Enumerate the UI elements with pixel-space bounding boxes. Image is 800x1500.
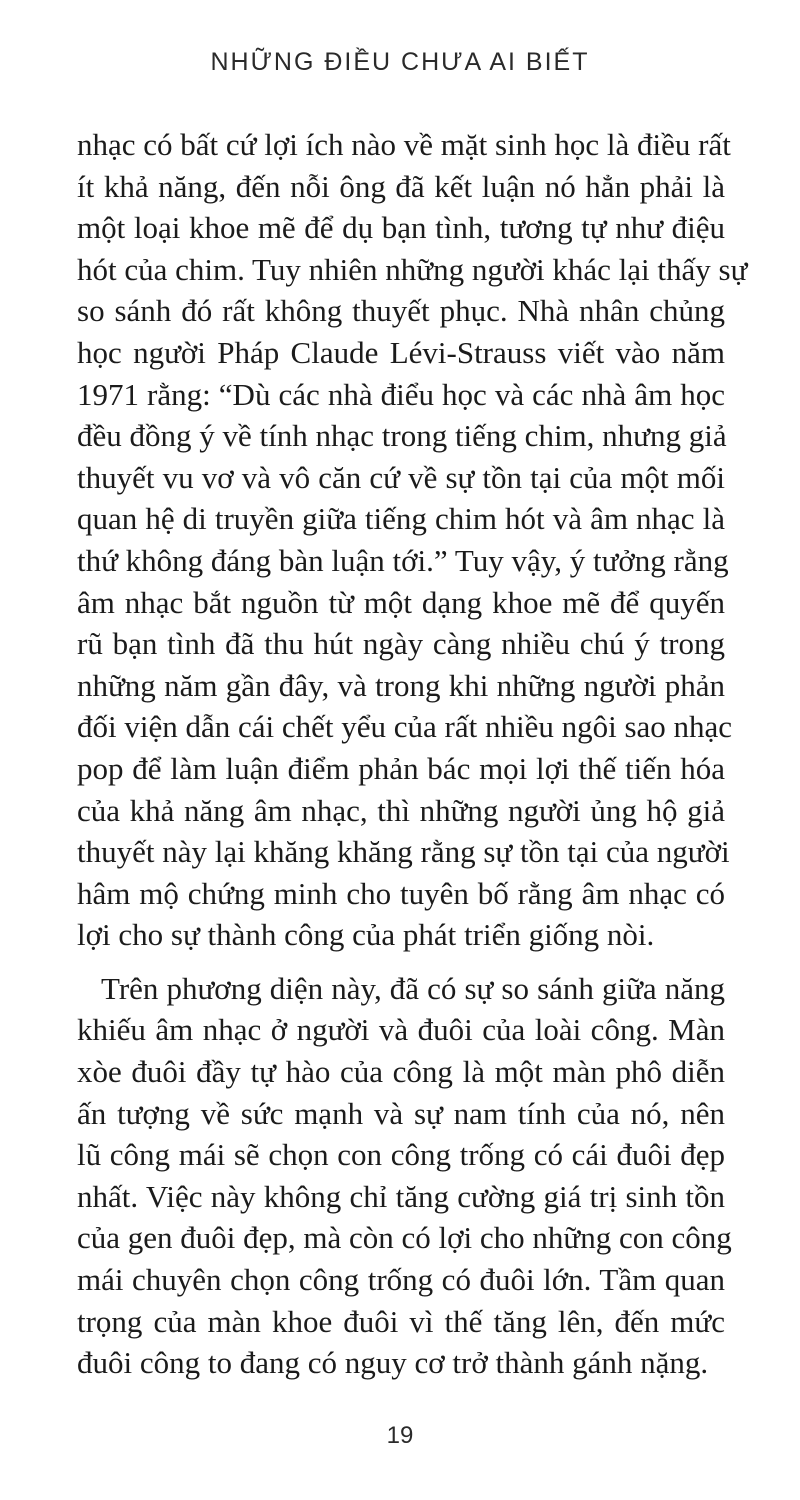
text-line: của gen đuôi đẹp, mà còn có lợi cho những con công: [77, 1220, 732, 1256]
text-line: học người Pháp Claude Lévi-Strauss viết vào năm: [77, 334, 725, 370]
text-line: quan hệ di truyền giữa tiếng chim hót và âm nhạc là: [77, 501, 725, 537]
text-line: đối viện dẫn cái chết yểu của rất nhiều ngôi sao nhạc: [77, 709, 733, 745]
text-line: đuôi công to đang có nguy cơ trở thành gánh nặng.: [77, 1345, 709, 1381]
text-line: một loại khoe mẽ để dụ bạn tình, tương tự như điệu: [77, 210, 725, 246]
text-line: âm nhạc bắt nguồn từ một dạng khoe mẽ để quyến: [77, 584, 725, 620]
text-line: ít khả năng, đến nỗi ông đã kết luận nó hẳn phải là: [77, 168, 725, 204]
text-line: pop để làm luận điểm phản bác mọi lợi thế tiến hóa: [77, 750, 725, 786]
text-line: trọng của màn khoe đuôi vì thế tăng lên, đến mức: [77, 1303, 725, 1339]
text-line: của khả năng âm nhạc, thì những người ủng hộ giả: [77, 792, 725, 828]
text-line: ấn tượng về sức mạnh và sự nam tính của nó, nên: [77, 1095, 725, 1131]
page-number: 19: [386, 1422, 414, 1449]
body-text: [77, 124, 748, 1384]
text-line: Trên phương diện này, đã có sự so sánh giữa năng: [101, 970, 725, 1006]
text-line: nhạc có bất cứ lợi ích nào về mặt sinh học là điều rất: [77, 127, 731, 162]
text-line: lợi cho sự thành công của phát triển giống nòi.: [77, 917, 655, 953]
text-line: nhất. Việc này không chỉ tăng cường giá trị sinh tồn: [77, 1178, 725, 1214]
paragraph-2: [77, 968, 732, 1384]
text-line: hâm mộ chứng minh cho tuyên bố rằng âm nhạc có: [77, 875, 725, 911]
text-line: khiếu âm nhạc ở người và đuôi của loài công. Màn: [77, 1012, 725, 1048]
text-line: so sánh đó rất không thuyết phục. Nhà nhân chủng: [77, 293, 725, 329]
text-line: 1971 rằng: “Dù các nhà điểu học và các nhà âm học: [77, 376, 725, 412]
text-line: lũ công mái sẽ chọn con công trống có cái đuôi đẹp: [77, 1137, 725, 1173]
text-line: hót của chim. Tuy nhiên những người khác lại thấy sự: [77, 251, 748, 287]
running-header: NHỮNG ĐIỀU CHƯA AI BIẾT: [210, 48, 590, 76]
text-line: những năm gần đây, và trong khi những người phản: [77, 667, 725, 703]
text-line: xòe đuôi đầy tự hào của công là một màn phô diễn: [77, 1054, 725, 1090]
text-line: thuyết này lại khăng khăng rằng sự tồn tại của người: [77, 834, 730, 870]
text-line: đều đồng ý về tính nhạc trong tiếng chim, nhưng giả: [77, 418, 727, 454]
paragraph-1: [77, 124, 748, 956]
text-line: thứ không đáng bàn luận tới.” Tuy vậy, ý tưởng rằng: [77, 542, 729, 578]
text-line: thuyết vu vơ và vô căn cứ về sự tồn tại của một mối: [77, 459, 725, 495]
text-line: rũ bạn tình đã thu hút ngày càng nhiều chú ý trong: [77, 626, 725, 662]
text-line: mái chuyên chọn công trống có đuôi lớn. Tầm quan: [77, 1262, 725, 1298]
